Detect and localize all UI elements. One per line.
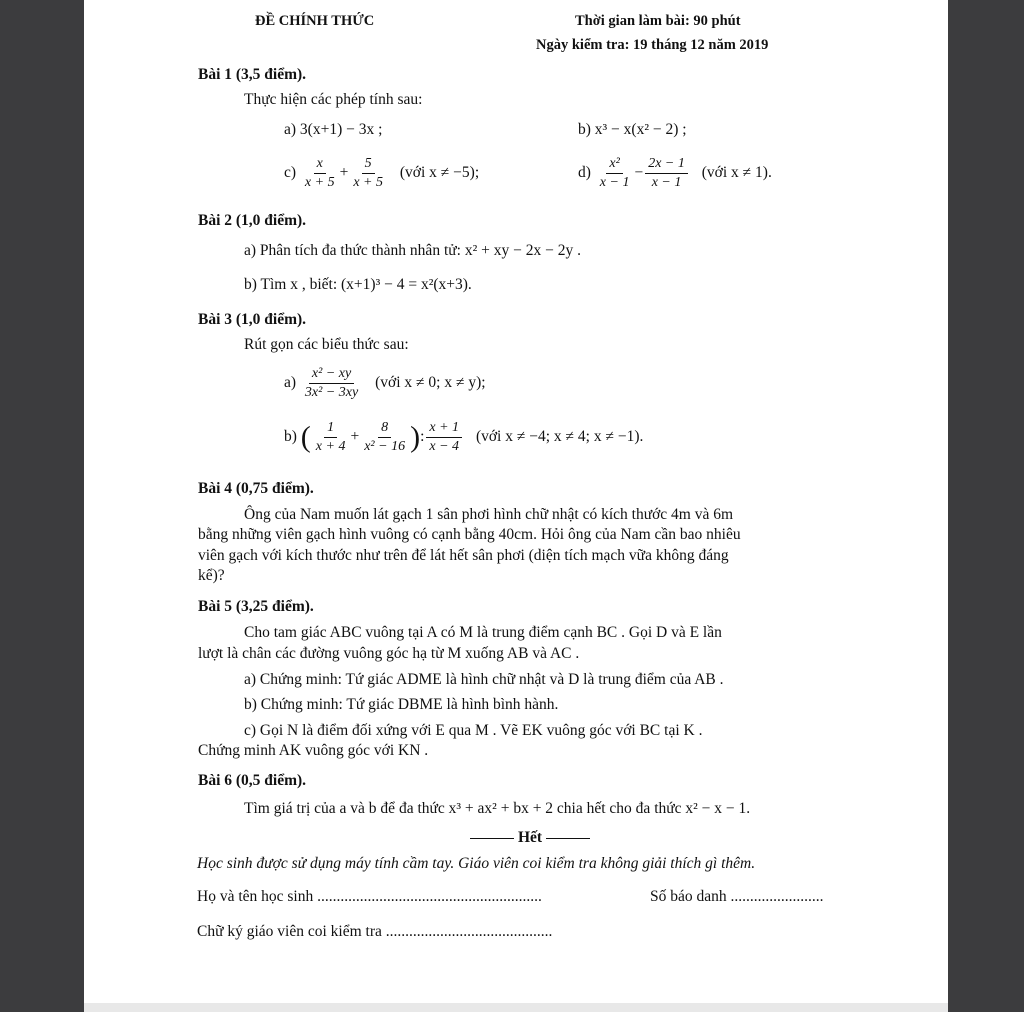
bai2-title: Bài 2 (1,0 điểm). bbox=[198, 212, 307, 229]
student-name-field: Họ và tên học sinh .......................................................... bbox=[197, 888, 542, 905]
frac-num: x bbox=[314, 156, 326, 174]
left-paren: ( bbox=[300, 420, 311, 454]
fraction bbox=[597, 156, 633, 191]
fraction bbox=[361, 420, 408, 455]
bai2-b: b) Tìm x , biết: (x+1)³ − 4 = x²(x+3). bbox=[244, 276, 472, 293]
bai5-line1: Cho tam giác ABC vuông tại A có M là trung điểm cạnh BC . Gọi D và E lần bbox=[244, 624, 722, 641]
frac-num: 8 bbox=[378, 420, 391, 438]
frac-den: x − 4 bbox=[429, 439, 460, 454]
bai1-d: d) $\frac{\text{x²}}{x - 1}$ − $\frac{2x - 1}{x - 1}$ (với x ≠ 1). bbox=[578, 156, 772, 190]
frac-den: x + 5 bbox=[353, 175, 384, 190]
exam-date: Ngày kiểm tra: 19 tháng 12 năm 2019 bbox=[536, 37, 769, 53]
frac-num: 5 bbox=[362, 156, 375, 174]
bai1-c: c) $\frac{x}{x + 5}$ + $\frac{5}{x + 5}$ (với x ≠ −5); bbox=[284, 156, 480, 190]
separator-line bbox=[470, 838, 514, 839]
bai3-a bbox=[284, 366, 486, 401]
bai1-c-cond: (với x ≠ −5); bbox=[399, 164, 480, 182]
exam-time: Thời gian làm bài: 90 phút bbox=[575, 13, 741, 29]
left-background bbox=[0, 0, 84, 1012]
right-paren: ) bbox=[410, 420, 421, 454]
bai1-d-cond: (với x ≠ 1). bbox=[701, 164, 772, 182]
bai3-b-label: b) bbox=[284, 428, 297, 446]
fraction bbox=[302, 366, 361, 401]
frac-den: x − 1 bbox=[651, 175, 682, 190]
bai6-line1: Tìm giá trị của a và b để đa thức x³ + ax² + bx + 2 chia hết cho đa thức x² − x − 1. bbox=[244, 800, 751, 817]
bai5-line2: lượt là chân các đường vuông góc hạ từ M xuống AB và AC . bbox=[198, 645, 580, 662]
bai5-c1: c) Gọi N là điểm đối xứng với E qua M . Vẽ EK vuông góc với BC tại K . bbox=[244, 722, 703, 739]
fraction bbox=[350, 156, 386, 191]
frac-num: x² − xy bbox=[309, 366, 354, 384]
frac-den: x + 5 bbox=[304, 175, 335, 190]
bai1-a: a) 3(x+1) − 3x ; bbox=[284, 121, 383, 138]
bai1-b: b) x³ − x(x² − 2) ; bbox=[578, 121, 687, 138]
bai6-title: Bài 6 (0,5 điểm). bbox=[198, 772, 307, 789]
exam-page bbox=[84, 0, 948, 1012]
teacher-signature-field: Chữ ký giáo viên coi kiểm tra ........................................... bbox=[197, 923, 553, 940]
bai5-title: Bài 5 (3,25 điểm). bbox=[198, 598, 314, 615]
bai1-title: Bài 1 (3,5 điểm). bbox=[198, 66, 307, 83]
page-bottom-edge bbox=[84, 1003, 948, 1012]
footer-note: Học sinh được sử dụng máy tính cầm tay. Giáo viên coi kiểm tra không giải thích gì thêm. bbox=[197, 855, 756, 872]
bai5-a: a) Chứng minh: Tứ giác ADME là hình chữ nhật và D là trung điểm của AB . bbox=[244, 671, 724, 688]
bai2-a: a) Phân tích đa thức thành nhân tử: x² + xy − 2x − 2y . bbox=[244, 242, 581, 259]
separator-line bbox=[546, 838, 590, 839]
frac-den: 3x² − 3xy bbox=[304, 385, 359, 400]
bai1-intro: Thực hiện các phép tính sau: bbox=[244, 91, 423, 108]
frac-den: x² − 16 bbox=[364, 439, 406, 454]
right-background bbox=[948, 0, 1024, 1012]
candidate-number-field: Số báo danh ........................ bbox=[650, 888, 824, 905]
bai3-a-cond: (với x ≠ 0; x ≠ y); bbox=[375, 374, 486, 392]
frac-den: x + 4 bbox=[315, 439, 346, 454]
bai3-b-cond: (với x ≠ −4; x ≠ 4; x ≠ −1). bbox=[475, 428, 644, 446]
end-marker bbox=[466, 829, 594, 847]
frac-num: x² bbox=[606, 156, 622, 174]
official-label: ĐỀ CHÍNH THỨC bbox=[255, 13, 375, 29]
bai4-title: Bài 4 (0,75 điểm). bbox=[198, 480, 314, 497]
bai4-line1: Ông của Nam muốn lát gạch 1 sân phơi hình chữ nhật có kích thước 4m và 6m bbox=[244, 506, 734, 523]
end-label: Hết bbox=[518, 829, 543, 846]
fraction bbox=[313, 420, 349, 455]
frac-num: 1 bbox=[324, 420, 337, 438]
bai3-intro: Rút gọn các biểu thức sau: bbox=[244, 336, 409, 353]
bai3-a-label: a) bbox=[284, 374, 297, 392]
bai1-c-label: c) bbox=[284, 164, 297, 182]
bai4-line4: kể)? bbox=[198, 567, 225, 584]
bai1-d-label: d) bbox=[578, 164, 591, 182]
bai4-line3: viên gạch với kích thước như trên để lát hết sân phơi (diện tích mạch vữa không đáng bbox=[198, 547, 729, 564]
bai4-line2: bằng những viên gạch hình vuông có cạnh bằng 40cm. Hỏi ông của Nam cần bao nhiêu bbox=[198, 526, 741, 543]
frac-num: 2x − 1 bbox=[645, 156, 688, 174]
frac-num: x + 1 bbox=[426, 420, 462, 438]
bai3-title: Bài 3 (1,0 điểm). bbox=[198, 311, 307, 328]
fraction bbox=[302, 156, 338, 191]
fraction bbox=[426, 420, 462, 455]
frac-den: x − 1 bbox=[599, 175, 630, 190]
bai3-b: b) ( $\frac{1}{x + 4}$ + $\frac{8}{\text{x² − 16}}$ ): $\frac{x + 1}{x - 4}$ (với x ≠ −4; x ≠ 4; x ≠ −1). bbox=[284, 420, 644, 454]
bai5-c2: Chứng minh AK vuông góc với KN . bbox=[198, 742, 429, 759]
fraction bbox=[645, 156, 688, 191]
bai5-b: b) Chứng minh: Tứ giác DBME là hình bình hành. bbox=[244, 696, 559, 713]
